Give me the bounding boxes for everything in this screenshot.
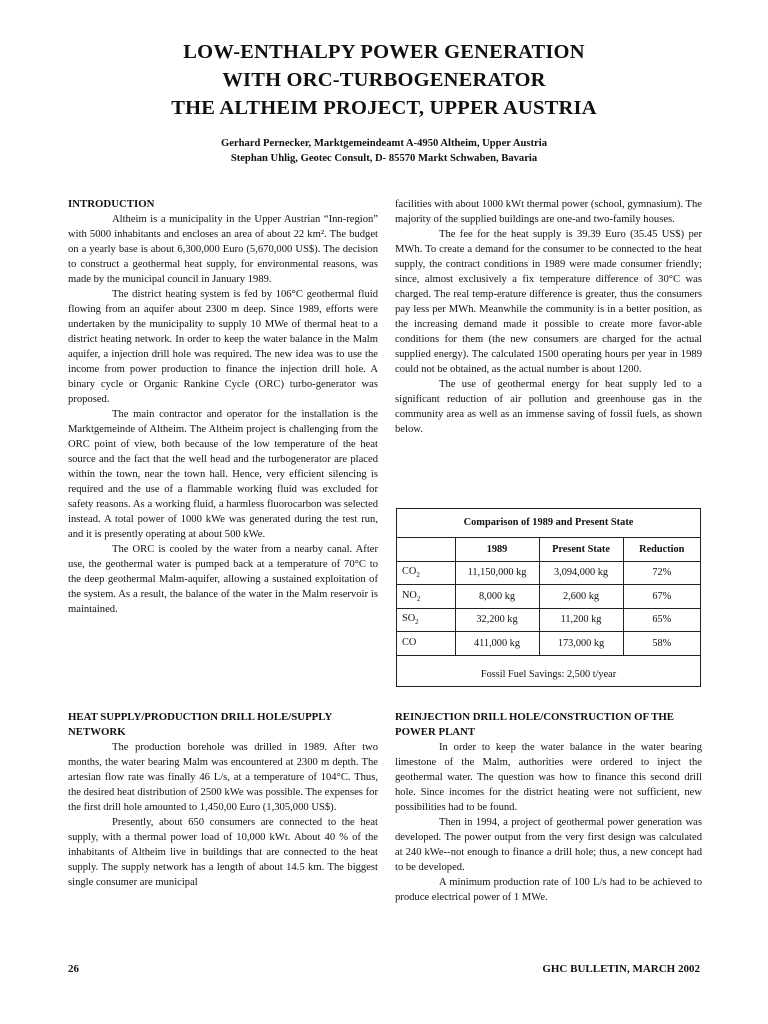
- journal-footer: GHC BULLETIN, MARCH 2002: [542, 963, 700, 975]
- title-line-1: LOW-ENTHALPY POWER GENERATION: [183, 41, 585, 63]
- title-line-2: WITH ORC-TURBOGENERATOR: [222, 69, 546, 91]
- table-header-empty: [397, 538, 455, 562]
- intro-paragraph-3: The main contractor and operator for the installation is the Marktgemeinde of Altheim. The Altheim project is challenging from the ORC point of view, both because of the low temperature of the heat source and the fact that the well head and the turbogenerator are placed within the town, near the town hall. Hence, very efficient silencing is required and the use of a flammable working fluid was excluded for safety reasons. As a working fluid, a harmless fluorocarbon was selected instead. A total power of 1000 kWe was generated during the test run, and it is presently operating at about 500 kWe.: [68, 409, 378, 540]
- reinjection-paragraph-3: A minimum production rate of 100 L/s had to be achieved to produce electrical power of 1 MWe.: [395, 877, 702, 903]
- table-row: [397, 585, 700, 609]
- heat-supply-section: [68, 710, 378, 890]
- author-line-1: Gerhard Pernecker, Marktgemeindeamt A-4950 Altheim, Upper Austria: [220, 138, 547, 149]
- table-footer: Fossil Fuel Savings: 2,500 t/year: [480, 669, 617, 680]
- gas-cell: $CO_2$: [397, 561, 455, 585]
- table-row: [397, 561, 700, 585]
- intro-paragraph-4: The ORC is cooled by the water from a nearby canal. After use, the geothermal water is pumped back at a temperature of 70°C to the deep geothermal Malm-aquifer, allowing a sustained exploitation of the system. As a result, the balance of the water in the Malm reservoir is maintained.: [68, 544, 378, 615]
- value-present: 173,000 kg: [539, 632, 623, 656]
- gas-cell: $SO_2$: [397, 608, 455, 632]
- value-reduction: 58%: [623, 632, 700, 656]
- heat-supply-paragraph-2: Presently, about 650 consumers are connected to the heat supply, with a thermal power load of 10,000 kWt. About 40 % of the inhabitants of Altheim live in buildings that are connected to the heat supply. The supply network has a length of about 14.5 km. The biggest single consumer are municipal: [68, 817, 378, 888]
- value-reduction: 72%: [623, 561, 700, 585]
- value-present: 2,600 kg: [539, 585, 623, 609]
- introduction-heading: INTRODUCTION: [68, 198, 155, 210]
- gas-cell: $NO_2$: [397, 585, 455, 609]
- right-paragraph-2: The fee for the heat supply is 39.39 Euro (35.45 US$) per MWh. To create a demand for the consumer to be connected to the heat supply, the contract conditions in 1989 were made consumer friendly; since, almost exclusively a fix temperature difference of 30°C was charged. The real temp-erature difference is greater, thus the consumers pay less per MWh. Meanwhile the community is in a better position, as the increasing demand made it possible to create more favor-able conditions for them (the new consumers are charged for the actual supplied energy). The calculated 1500 operating hours per year in 1989 could not be obtained, as the actual number is about 1200.: [395, 229, 702, 375]
- reinjection-paragraph-2: Then in 1994, a project of geothermal power generation was developed. The power output from the very first design was calculated at 240 kWe--not enough to finance a drill hole; thus, a new concept had to be developed.: [395, 817, 702, 873]
- intro-paragraph-1: Altheim is a municipality in the Upper Austrian “Inn-region” with 5000 inhabitants and encloses an area of about 22 km². The budget on a yearly base is about 6,300,000 Euro (5,670,000 US$). The decision to construct a geothermal heat supply, for environmental reasons, was made by the municipal council in January 1989.: [68, 214, 378, 285]
- table-caption: Comparison of 1989 and Present State: [463, 517, 634, 528]
- value-1989: 411,000 kg: [455, 632, 539, 656]
- value-reduction: 65%: [623, 608, 700, 632]
- authors: [0, 136, 768, 166]
- reinjection-paragraph-1: In order to keep the water balance in the water bearing limestone of the Malm, authorities were ordered to inject the geothermal water. The question was how to finance this second drill hole. Since incomes for the district heating were not sufficient, new possibilities had to be found.: [395, 742, 702, 813]
- right-paragraph-3: The use of geothermal energy for heat supply led to a significant reduction of air pollution and greenhouse gas in the community area as well as an immense saving of fossil fuels, as shown below.: [395, 379, 702, 435]
- table-row: [397, 632, 700, 656]
- value-1989: 8,000 kg: [455, 585, 539, 609]
- table-header-present: Present State: [539, 538, 623, 562]
- table-header-1989: 1989: [455, 538, 539, 562]
- table-header-reduction: Reduction: [623, 538, 700, 562]
- right-paragraph-1: facilities with about 1000 kWt thermal power (school, gymnasium). The majority of the supplied buildings are one-and two-family houses.: [395, 199, 702, 225]
- reinjection-heading: REINJECTION DRILL HOLE/CONSTRUCTION OF THE POWER PLANT: [395, 711, 674, 738]
- title-line-3: THE ALTHEIM PROJECT, UPPER AUSTRIA: [171, 97, 597, 119]
- comparison-table: [397, 537, 700, 656]
- table-header-row: [397, 538, 700, 562]
- table-row: [397, 608, 700, 632]
- value-1989: 11,150,000 kg: [455, 561, 539, 585]
- gas-cell: CO: [397, 632, 455, 656]
- value-reduction: 67%: [623, 585, 700, 609]
- value-present: 3,094,000 kg: [539, 561, 623, 585]
- paper-title: [0, 38, 768, 122]
- page-number: 26: [68, 963, 79, 975]
- reinjection-section: [395, 710, 702, 905]
- heat-supply-paragraph-1: The production borehole was drilled in 1989. After two months, the water bearing Malm was encountered at 2300 m depth. The artesian flow rate was finally 46 L/s, at a temperature of 104°C. Thus, the desired heat distribution of 2500 kWe was possible. The expenses for the first drill hole amounted to 1,450,00 Euro (1,305,000 US$).: [68, 742, 378, 813]
- value-1989: 32,200 kg: [455, 608, 539, 632]
- intro-paragraph-2: The district heating system is fed by 106°C geothermal fluid flowing from an aquifer about 2300 m deep. Since 1989, efforts were undertaken by the municipality to supply 10 MWe of thermal heat to a district heating network. In order to keep the water balance in the Malm aquifer, a injection drill hole was required. The new idea was to use the income from power production to finance the injection drill hole. A binary cycle or Organic Rankine Cycle (ORC) turbo-generator was proposed.: [68, 289, 378, 405]
- value-present: 11,200 kg: [539, 608, 623, 632]
- author-line-2: Stephan Uhlig, Geotec Consult, D- 85570 Markt Schwaben, Bavaria: [230, 153, 538, 164]
- heat-fee-section: [395, 197, 702, 437]
- heat-supply-heading: HEAT SUPPLY/PRODUCTION DRILL HOLE/SUPPLY NETWORK: [68, 711, 332, 738]
- introduction-section: [68, 197, 378, 617]
- comparison-table-box: [396, 508, 701, 687]
